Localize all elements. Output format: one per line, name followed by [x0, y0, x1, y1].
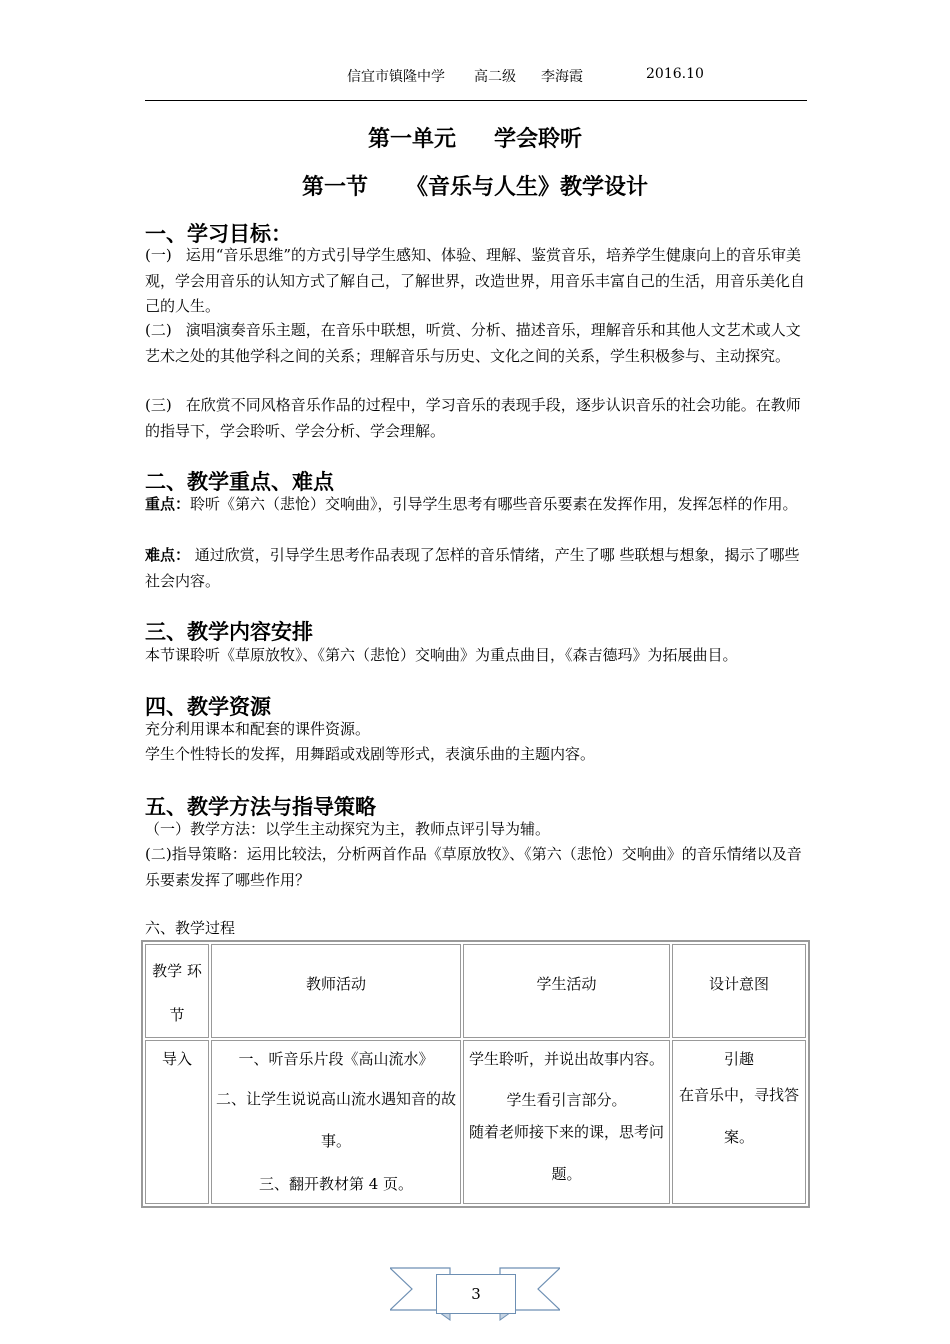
content-text: 本节课聆听《草原放牧》、《第六（悲怆）交响曲》为重点曲目，《森吉德玛》为拓展曲目。: [145, 646, 738, 664]
process-table: [141, 940, 810, 1208]
difficult-point: [145, 543, 810, 594]
heading-resources: 四、教学资源: [145, 694, 271, 719]
header-date: 2016.10: [646, 66, 704, 82]
difficult-text: 通过欣赏，引导学生思考作品表现了怎样的音乐情绪，产生了哪 些联想与想象，揭示了哪些社会内容。: [145, 546, 800, 590]
cell-student: 学生聆听，并说出故事内容。 学生看引言部分。 随着老师接下来的课，思考问题。: [463, 1040, 670, 1204]
header-school: 信宜市镇隆中学: [347, 69, 445, 85]
page-number: 3: [436, 1274, 516, 1314]
unit-label: 第一单元: [367, 126, 456, 152]
cell-teacher: 一、听音乐片段《高山流水》 二、让学生说说高山流水遇知音的故事。 三、翻开教材第 4 页。: [211, 1040, 461, 1204]
header-cell-stage: 教学 环节: [145, 944, 209, 1038]
methods-line-1: （一）教学方法：以学生主动探究为主，教师点评引导为辅。: [145, 820, 551, 838]
key-text: 聆听《第六（悲怆）交响曲》，引导学生思考有哪些音乐要素在发挥作用，发挥怎样的作用。: [190, 495, 798, 513]
goal-num: (二): [145, 321, 172, 339]
unit-title: [0, 122, 950, 153]
header-teacher: 李海霞: [541, 69, 583, 85]
goal-text: 在欣赏不同风格音乐作品的过程中，学习音乐的表现手段，逐步认识音乐的社会功能。在教师的指导下，学会聆听、学会分析、学会理解。: [145, 396, 801, 440]
goal-item-2: [145, 318, 810, 369]
section-title: [0, 170, 950, 201]
resources-line-2: 学生个性特长的发挥，用舞蹈或戏剧等形式，表演乐曲的主题内容。: [145, 745, 596, 763]
header-cell-student: 学生活动: [463, 944, 670, 1038]
goal-text: 运用“音乐思维”的方式引导学生感知、体验、理解、鉴赏音乐，培养学生健康向上的音乐审美观，学会用音乐的认知方式了解自己，了解世界，改造世界，用音乐丰富自己的生活，用音乐美化自己的人生。: [145, 246, 806, 315]
section-name: 《音乐与人生》教学设计: [406, 174, 649, 200]
cell-intent: 引趣 在音乐中，寻找答案。: [672, 1040, 806, 1204]
heading-methods: 五、教学方法与指导策略: [145, 794, 376, 819]
heading-process: 六、教学过程: [145, 919, 236, 937]
cell-stage: 导入: [145, 1040, 209, 1204]
header-rule: [145, 100, 807, 101]
header-cell-teacher: 教师活动: [211, 944, 461, 1038]
section-label: 第一节: [301, 174, 368, 200]
goal-num: (三): [145, 396, 172, 414]
table-header-row: [145, 944, 806, 1038]
methods-line-2: (二)指导策略：运用比较法，分析两首作品《草原放牧》、《第六（悲怆）交响曲》的音乐情绪以及音乐要素发挥了哪些作用？: [145, 845, 802, 889]
unit-name: 学会聆听: [494, 126, 583, 152]
key-label: 重点：: [145, 495, 191, 513]
key-point: [145, 492, 810, 518]
heading-learning-goals: 一、学习目标：: [145, 221, 292, 246]
header-cell-intent: 设计意图: [672, 944, 806, 1038]
goal-text: 演唱演奏音乐主题，在音乐中联想，听赏、分析、描述音乐，理解音乐和其他人文艺术或人文艺术之处的其他学科之间的关系；理解音乐与历史、文化之间的关系，学生积极参与、主动探究。: [145, 321, 801, 365]
heading-key-difficult: 二、教学重点、难点: [145, 469, 334, 494]
resources-line-1: 充分利用课本和配套的课件资源。: [145, 720, 371, 738]
goal-item-3: [145, 393, 810, 444]
heading-content: 三、教学内容安排: [145, 619, 313, 644]
goal-num: (一): [145, 246, 172, 264]
table-row: [145, 1040, 806, 1204]
goal-item-1: [145, 243, 810, 320]
header-grade: 高二级: [474, 69, 516, 85]
difficult-label: 难点：: [145, 546, 191, 564]
